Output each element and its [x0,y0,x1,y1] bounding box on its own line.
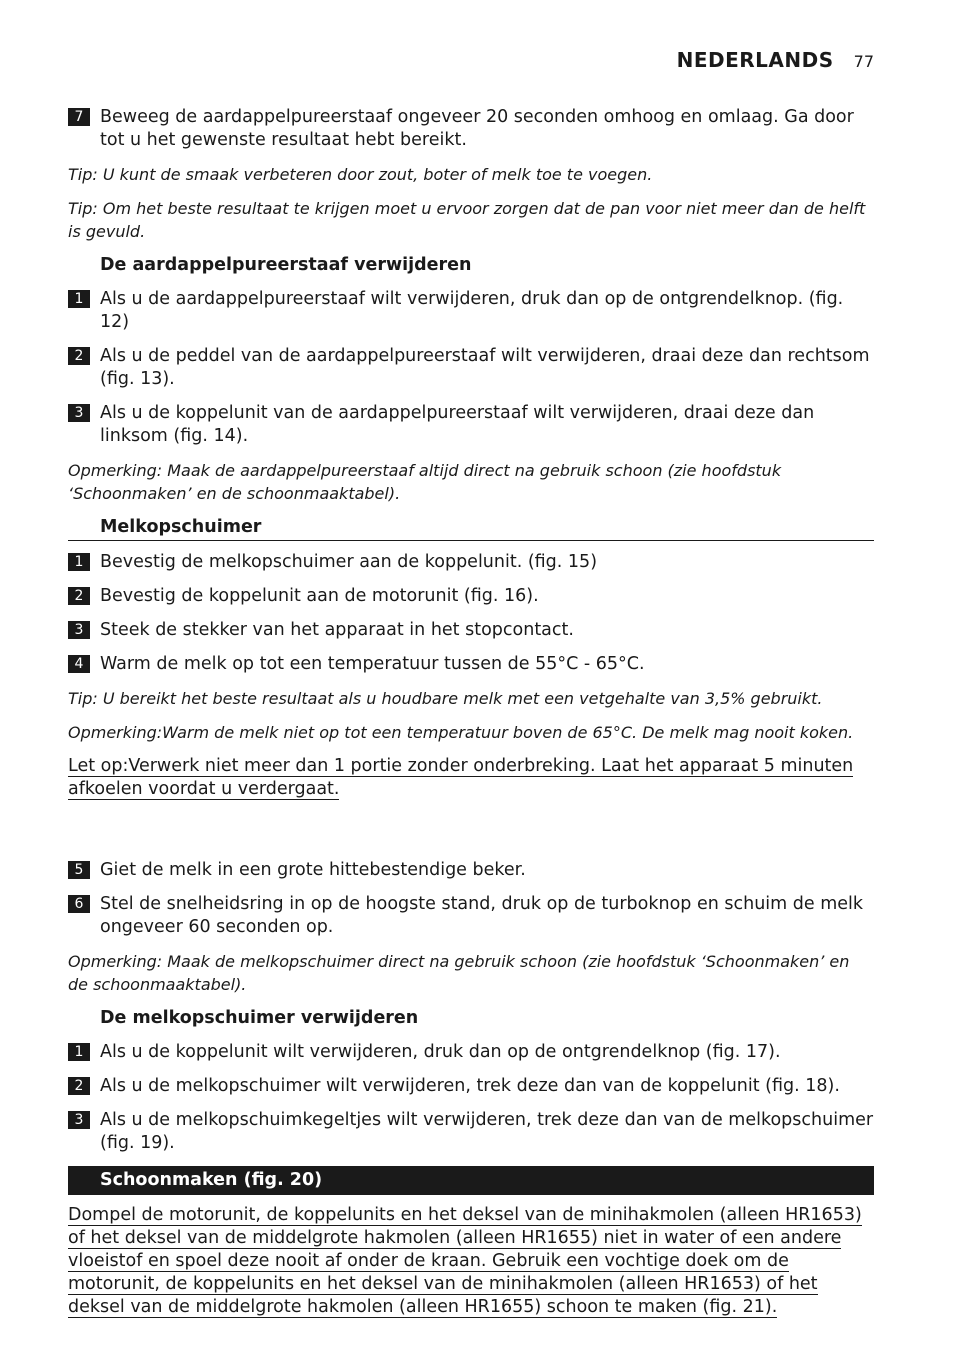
page-content [68,106,874,1319]
step-number: 7 [68,108,90,126]
note-clean-frother: Opmerking: Maak de melkopschuimer direct na gebruik schoon (zie hoofdstuk ‘Schoonmaken’ en de schoonmaaktabel). [68,952,850,994]
step-text: Steek de stekker van het apparaat in het stopcontact. [100,620,574,640]
caution-text-underlined: Let op:Verwerk niet meer dan 1 portie zonder onderbreking. Laat het apparaat 5 minuten afkoelen voordat u verdergaat. [68,756,854,799]
step-number: 4 [68,655,90,673]
step-number: 3 [68,1111,90,1129]
step-number: 3 [68,404,90,422]
step-remove-3 [68,402,874,448]
step-text: Warm de melk op tot een temperatuur tussen de 55°C - 65°C. [100,654,645,674]
step-text: Als u de koppelunit wilt verwijderen, druk dan op de ontgrendelknop (fig. 17). [100,1042,781,1062]
page-header [677,48,874,72]
step-number: 2 [68,587,90,605]
step-text: Als u de koppelunit van de aardappelpureerstaaf wilt verwijderen, draai deze dan linksom (fig. 14). [100,403,815,446]
step-text: Giet de melk in een grote hittebestendige beker. [100,860,526,880]
step-remove-1 [68,288,874,334]
language-label: NEDERLANDS [676,48,834,72]
tip-pan-fill: Tip: Om het beste resultaat te krijgen moet u ervoor zorgen dat de pan voor niet meer dan de helft is gevuld. [68,199,866,241]
step-frother-2 [68,585,874,608]
step-frother-3 [68,619,874,642]
step-remove-frother-1 [68,1041,874,1064]
step-text: Beweeg de aardappelpureerstaaf ongeveer 20 seconden omhoog en omlaag. Ga door tot u het gewenste resultaat hebt bereikt. [100,107,854,150]
caution-text [68,755,874,801]
step-number: 5 [68,861,90,879]
step-frother-6 [68,893,874,939]
step-number: 2 [68,1077,90,1095]
step-text: Als u de melkopschuimer wilt verwijderen, trek deze dan van de koppelunit (fig. 18). [100,1076,840,1096]
cleaning-paragraph [68,1204,874,1319]
step-text: Als u de melkopschuimkegeltjes wilt verwijderen, trek deze dan van de melkopschuimer (fig. 19). [100,1110,874,1153]
subheading-remove-masher: De aardappelpureerstaaf verwijderen [100,255,472,275]
step-text: Bevestig de melkopschuimer aan de koppelunit. (fig. 15) [100,552,598,572]
step-frother-1 [68,551,874,574]
step-remove-2 [68,345,874,391]
note-clean-masher: Opmerking: Maak de aardappelpureerstaaf altijd direct na gebruik schoon (zie hoofdstuk ‘Schoonmaken’ en de schoonmaaktabel). [68,461,782,503]
page-number: 77 [853,52,874,71]
tip-milk-type: Tip: U bereikt het beste resultaat als u houdbare melk met een vetgehalte van 3,5% gebruikt. [68,689,823,708]
note-milk-temperature: Opmerking:Warm de melk niet op tot een temperatuur boven de 65°C. De melk mag nooit koken. [68,723,854,742]
step-remove-frother-2 [68,1075,874,1098]
step-frother-4 [68,653,874,676]
cleaning-paragraph-underlined: Dompel de motorunit, de koppelunits en het deksel van de minihakmolen (alleen HR1653) of het deksel van de middelgrote hakmolen (alleen HR1655) niet in water of een andere vloeistof en spoel deze nooit af onder de kraan. Gebruik een vochtige doek om de motorunit, de koppelunits en het deksel van de minihakmolen (alleen HR1653) of het deksel van de middelgrote hakmolen (alleen HR1655) schoon te maken (fig. 21). [68,1205,862,1317]
step-remove-frother-3 [68,1109,874,1155]
section-heading-cleaning: Schoonmaken (fig. 20) [68,1166,874,1195]
step-number: 1 [68,553,90,571]
step-text: Als u de aardappelpureerstaaf wilt verwijderen, druk dan op de ontgrendelknop. (fig. 12) [100,289,844,332]
step-number: 2 [68,347,90,365]
step-frother-5 [68,859,874,882]
tip-seasoning: Tip: U kunt de smaak verbeteren door zout, boter of melk toe te voegen. [68,165,653,184]
step-text: Bevestig de koppelunit aan de motorunit (fig. 16). [100,586,539,606]
subheading-milk-frother: Melkopschuimer [68,516,874,541]
subheading-remove-frother: De melkopschuimer verwijderen [100,1008,419,1028]
step-number: 3 [68,621,90,639]
step-text: Stel de snelheidsring in op de hoogste stand, druk op de turboknop en schuim de melk ongeveer 60 seconden op. [100,894,864,937]
step-7 [68,106,874,152]
step-number: 6 [68,895,90,913]
step-number: 1 [68,1043,90,1061]
step-number: 1 [68,290,90,308]
step-text: Als u de peddel van de aardappelpureerstaaf wilt verwijderen, draai deze dan rechtsom (fig. 13). [100,346,870,389]
